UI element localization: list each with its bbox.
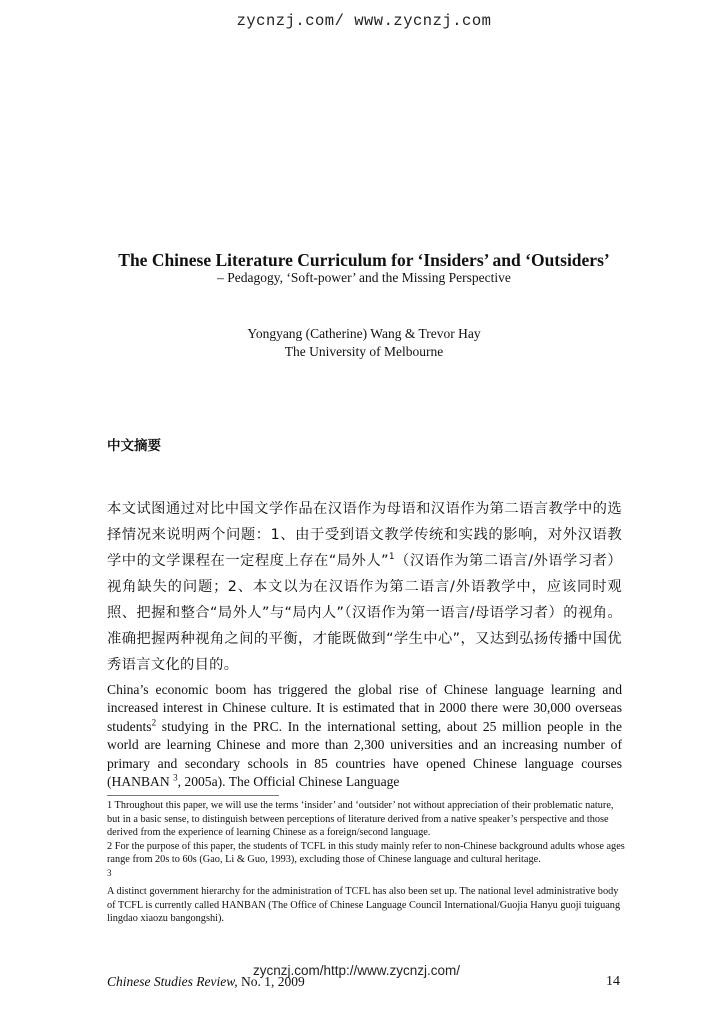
footnotes [107, 799, 627, 926]
paper-subtitle: – Pedagogy, ‘Soft-power’ and the Missing Perspective [217, 270, 511, 285]
journal-name: Chinese Studies Review, [107, 974, 238, 989]
chinese-abstract [107, 496, 622, 678]
author-names: Yongyang (Catherine) Wang & Trevor Hay [247, 326, 481, 341]
footnote-ref-3[interactable]: 3 [173, 772, 178, 783]
body-text-part1: China’s economic boom has triggered the global rise of Chinese language learning and increased interest in Chinese culture. It is estimated that in 2000 there were 30,000 overseas students [107, 682, 622, 734]
watermark-header: zycnzj.com/ www.zycnzj.com [236, 12, 492, 30]
body-paragraph [107, 681, 622, 791]
footnote-ref-1[interactable]: 1 [388, 552, 395, 563]
footnote-1: 1 Throughout this paper, we will use the terms ‘insider’ and ‘outsider’ not without appreciation of their problematic nature, but in a basic sense, to distinguish between perceptions of literature derived from a native speaker’s perspective and those derived from the experience of learning Chinese as a foreign/second language. [107, 800, 614, 839]
abstract-heading: 中文摘要 [107, 438, 161, 454]
page-number: 14 [606, 974, 620, 989]
watermark-footer: zycnzj.com/http://www.zycnzj.com/ [253, 963, 461, 978]
footnote-divider [107, 795, 279, 796]
footnote-3 [107, 867, 627, 926]
paper-title: The Chinese Literature Curriculum for ‘Insiders’ and ‘Outsiders’ [118, 250, 610, 270]
body-text-part3: , 2005a). The Official Chinese Language [177, 774, 400, 790]
author-affiliation: The University of Melbourne [284, 344, 444, 359]
abstract-text-part2: （汉语作为第二语言/外语学习者）视角缺失的问题；2、本文以为在汉语作为第二语言/外语教学中，应该同时观照、把握和整合“局外人”与“局内人”（汉语作为第一语言/母语学习者）的视角。准确把握两种视角之间的平衡，才能既做到“学生中心”，又达到弘扬传播中国优秀语言文化的目的。 [107, 553, 622, 673]
abstract-text-part1: 本文试图通过对比中国文学作品在汉语作为母语和汉语作为第二语言教学中的选择情况来说明两个问题：1、由于受到语文教学传统和实践的影响，对外汉语教学中的文学课程在一定程度上存在“局外人” [107, 501, 622, 569]
footnote-3-text: A distinct government hierarchy for the administration of TCFL has also been set up. The national level administrative body of TCFL is currently called HANBAN (The Office of Chinese Language Council International/Guojia Hanyu guoji tuiguang lingdao xiaozu bangongshi). [107, 885, 621, 925]
body-text-part2: studying in the PRC. In the international setting, about 25 million people in the world are learning Chinese and more than 2,300 universities and an increasing number of primary and secondary schools in 85 countries have opened Chinese language courses (HANBAN [107, 718, 622, 790]
journal-issue: No. 1, 2009 [237, 974, 305, 989]
footnote-2: 2 For the purpose of this paper, the students of TCFL in this study mainly refer to non-Chinese background adults whose ages range from 20s to 60s (Gao, Li & Guo, 1993), excluding those of Chinese language and cultural heritage. [107, 840, 625, 866]
footnote-ref-2[interactable]: 2 [151, 717, 157, 728]
footnote-3-mark: 3 [107, 867, 112, 878]
